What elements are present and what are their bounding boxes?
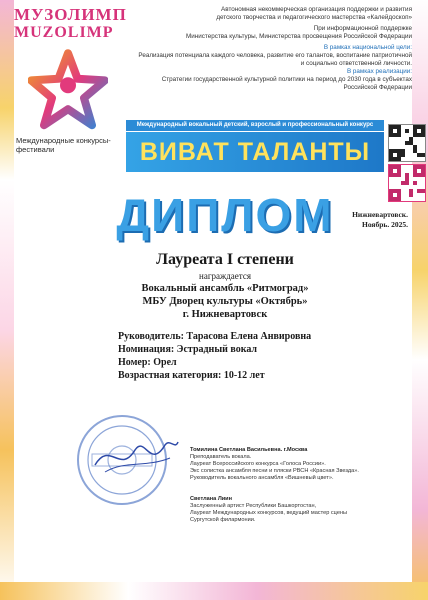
place-date — [352, 210, 408, 230]
support-label: При информационной поддержке — [313, 25, 412, 32]
contest-banner-label: Международный вокальный детский, взрослый и профессиональный конкурс — [126, 120, 384, 131]
signature-icon — [90, 430, 180, 480]
realization-text: Стратегии государственной культурной политики на период до 2030 года в субъектах Российской Федерации — [161, 76, 412, 91]
age-line: Возрастная категория: 10-12 лет — [118, 370, 265, 381]
jury-2-line-1: Заслуженный артист Республики Башкортостан, — [190, 503, 317, 509]
support-text: Министерства культуры, Министерства просвещения Российской Федерации — [186, 33, 412, 40]
nomination-line: Номинация: Эстрадный вокал — [118, 344, 258, 355]
org-line-1: Автономная некоммерческая организация поддержки и развития — [221, 6, 412, 13]
jury-1-line-3: Экс солистка ансамбля песни и пляски РВСН «Красная Звезда». — [190, 468, 359, 474]
decorative-border-bottom — [0, 582, 428, 600]
jury-1-line-1: Преподаватель вокала. — [190, 454, 252, 460]
ensemble-name: Вокальный ансамбль «Ритмоград» — [141, 283, 309, 294]
organization-info — [134, 6, 412, 92]
place-date-text: Ноябрь. 2025. — [361, 220, 408, 229]
contest-name: ВИВАТ ТАЛАНТЫ — [139, 138, 371, 166]
laureate-degree: Лауреата I степени — [156, 251, 294, 268]
national-goal-text: Реализация потенциала каждого человека, развитие его талантов, воспитание патриотичной и социально ответственной личности. — [138, 52, 412, 67]
logo-subtitle: Международные конкурсы-фестивали — [16, 136, 111, 154]
jury-info — [190, 447, 400, 524]
logo-name-ru: МУЗОЛИМП — [14, 5, 127, 24]
jury-2-name: Светлана Лиин — [190, 496, 232, 502]
national-goal-label: В рамках национальной цели: — [323, 44, 412, 51]
decorative-border-right — [412, 0, 428, 600]
org-line-2: детского творчества и педагогического мастерства «Калейдоскоп» — [216, 14, 412, 21]
qr-code-icon — [388, 164, 426, 202]
jury-1-line-4: Руководитель вокального ансамбля «Вишневый цвет». — [190, 475, 334, 481]
award-details — [118, 330, 378, 382]
number-line: Номер: Орел — [118, 357, 177, 368]
jury-1-line-2: Лауреат Всероссийского конкурса «Голоса России». — [190, 461, 326, 467]
realization-label: В рамках реализации: — [346, 68, 412, 75]
institution-name: МБУ Дворец культуры «Октябрь» — [142, 296, 308, 307]
contest-banner — [126, 120, 384, 172]
place-city: Нижневартовск. — [352, 210, 408, 219]
city-line: г. Нижневартовск — [182, 309, 268, 320]
jury-1-name: Томилина Светлана Васильевна. г.Москва — [190, 447, 308, 453]
jury-2-line-3: Сургутской филармонии. — [190, 517, 256, 523]
awarded-label: награждается — [199, 271, 251, 281]
award-body — [90, 250, 360, 321]
qr-code-icon — [388, 124, 426, 162]
diploma-title: ДИПЛОМ — [116, 189, 334, 241]
muzolimp-logo — [8, 6, 126, 156]
leader-line: Руководитель: Тарасова Елена Анвировна — [118, 331, 312, 342]
jury-2-line-2: Лауреат Международных конкурсов, ведущий мастер сцены — [190, 510, 348, 516]
star-logo-icon — [28, 48, 108, 132]
logo-name-en: MUZOLIMP — [14, 24, 114, 41]
